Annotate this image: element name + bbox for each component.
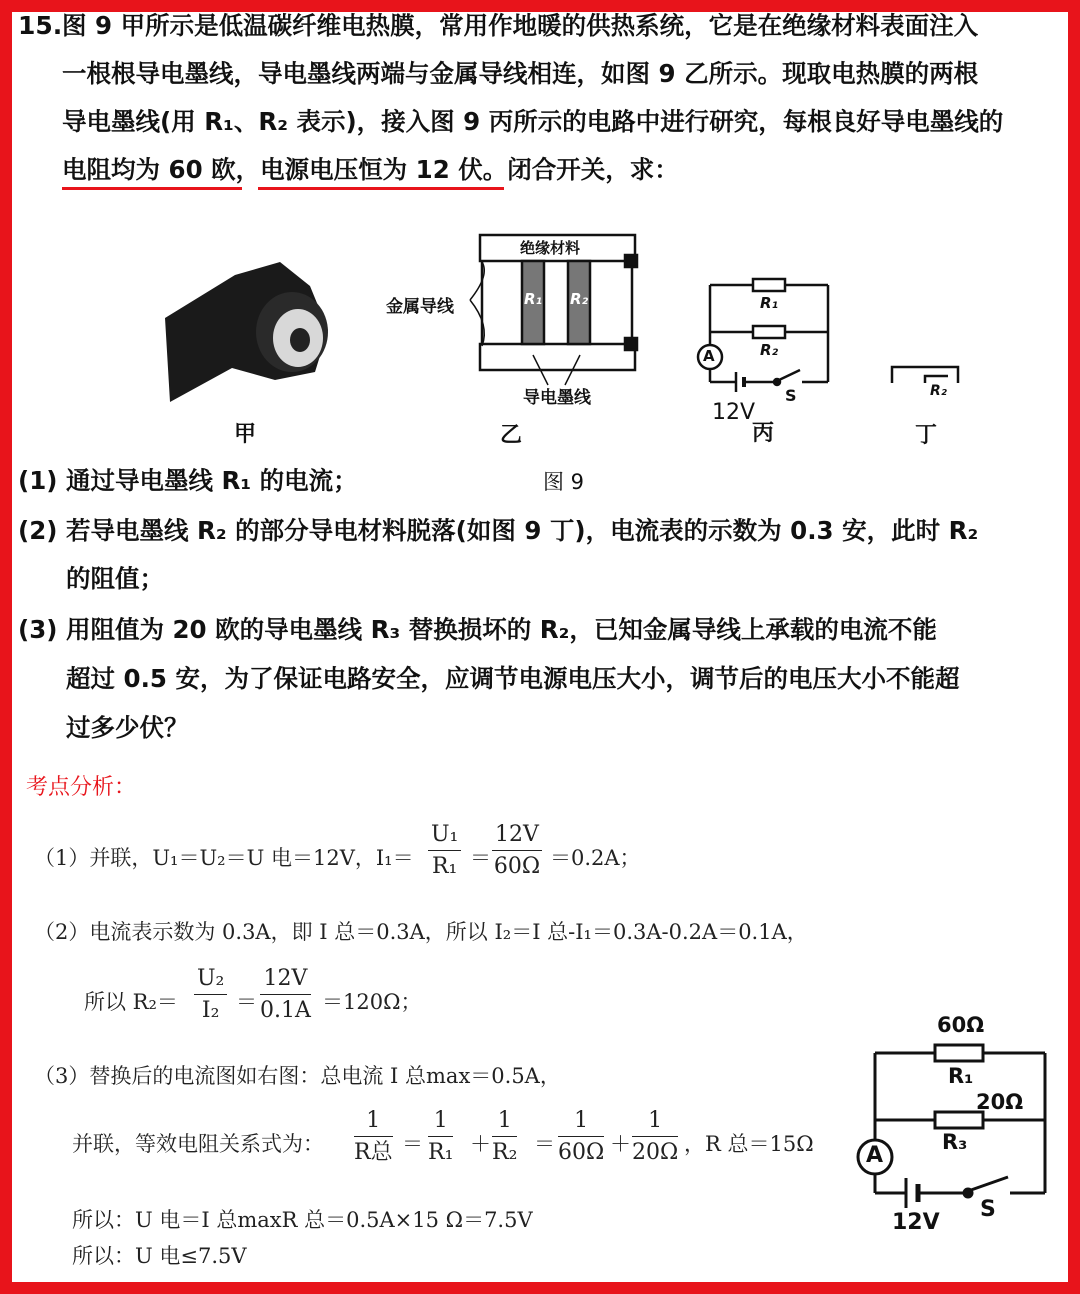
damaged-resistor [892,367,958,383]
p1-frac1-den: R₁ [431,854,458,879]
figure-jia-label: 甲 [234,422,257,447]
p3-f2-num: 1 [428,1106,453,1137]
figure-yi-label: 乙 [500,423,523,448]
p1-prefix: （1）并联，U₁＝U₂＝U 电＝12V，I₁＝ [34,846,414,870]
bing-switch-label: S [785,386,797,405]
p3-prefix: 并联，等效电阻关系式为： [72,1132,324,1156]
figure-bing-label: 丙 [752,421,775,446]
analysis-circuit [0,1020,1080,1280]
plus-2: ＋ [610,1132,631,1156]
p2-frac1-num: U₂ [194,964,227,995]
part-3-cont-1: 超过 0.5 安，为了保证电路安全，应调节电源电压大小，调节后的电压大小不能超 [66,664,960,693]
circuit-r3-value: 20Ω [976,1090,1024,1114]
p3-f3-num: 1 [492,1106,517,1137]
question-line-3: 导电墨线(用 R₁、R₂ 表示)，接入图 9 丙所示的电路中进行研究，每根良好导电墨线的 [62,107,1004,136]
ding-r2-label: R₂ [930,383,947,399]
r1-label: R₁ [524,290,543,308]
part-3-cont-2: 过多少伏？ [66,713,189,742]
p3-line: （3）替换后的电流图如右图：总电流 I 总max＝0.5A， [34,1064,561,1088]
circuit-switch-label: S [980,1197,996,1222]
p2-frac1 [194,964,227,1027]
p2-frac2-num: 12V [260,964,311,995]
part-3: (3) 用阻值为 20 欧的导电墨线 R₃ 替换损坏的 R₂，已知金属导线上承载的电流不能 [18,615,937,644]
eq-2: ＝ [236,990,257,1014]
question-line-4: 电阻均为 60 欧，电源电压恒为 12 伏。闭合开关，求： [62,155,679,184]
underline-resistance [62,187,242,190]
eq-3a: ＝ [402,1132,423,1156]
part-2-cont: 的阻值； [66,564,164,593]
bing-r2-label: R₂ [760,341,779,359]
eq-3b: ＝ [534,1132,555,1156]
p2-result: ＝120Ω； [322,990,422,1014]
part-1: (1) 通过导电墨线 R₁ 的电流； [18,466,358,495]
p3-f5-den: 20Ω [632,1140,679,1165]
plus-1: ＋ [470,1132,491,1156]
circuit-voltage-label: 12V [892,1210,940,1235]
p3-f4-den: 60Ω [558,1140,605,1165]
figure-caption: 图 9 [543,470,585,494]
eq-1: ＝ [470,846,491,870]
p3-result: ，R 总＝15Ω [684,1132,814,1156]
p2-prefix: 所以 R₂＝ [84,990,178,1014]
bing-ammeter-label: A [703,347,715,365]
p3-f2-den: R₁ [428,1140,454,1165]
p2-line: （2）电流表示数为 0.3A，即 I 总＝0.3A，所以 I₂＝I 总-I₁＝0.3A-0.2A＝0.1A， [34,920,808,944]
question-number: 15. [18,11,63,40]
p2-frac2 [260,964,311,1027]
figure-ding-label: 丁 [915,423,938,448]
bing-r1-label: R₁ [760,294,779,312]
r2-label: R₂ [570,290,589,308]
p1-frac1-num: U₁ [428,820,461,851]
question-line-1: 图 9 甲所示是低温碳纤维电热膜，常用作地暖的供热系统，它是在绝缘材料表面注入 [62,11,979,40]
p1-frac2-num: 12V [492,820,542,851]
circuit-r1-label: R₁ [948,1064,974,1088]
circuit-r3-label: R₃ [942,1130,968,1154]
p3-line2: 所以：U 电＝I 总maxR 总＝0.5A×15 Ω＝7.5V [72,1208,533,1232]
p2-frac1-den: I₂ [201,998,220,1023]
p1-frac1 [428,820,461,883]
p3-f3-den: R₂ [492,1140,518,1165]
p3-f5-num: 1 [632,1106,678,1137]
p3-f1-num: 1 [354,1106,393,1137]
p1-frac2 [492,820,542,883]
circuit-ammeter-label: A [866,1143,884,1168]
p3-line3: 所以：U 电≤7.5V [72,1244,247,1268]
handwritten-voltage: 12V [712,400,756,425]
question-line-2: 一根根导电墨线，导电墨线两端与金属导线相连，如图 9 乙所示。现取电热膜的两根 [62,59,979,88]
part-2: (2) 若导电墨线 R₂ 的部分导电材料脱落(如图 9 丁)，电流表的示数为 0.3 安，此时 R₂ [18,516,979,545]
heating-film-photo [165,262,328,402]
circuit-r1-value: 60Ω [937,1013,985,1037]
p1-result: ＝0.2A； [550,846,641,870]
insulation-label: 绝缘材料 [520,239,581,257]
analysis-heading: 考点分析： [26,775,137,800]
underline-voltage [258,187,504,190]
p3-f1-den: R总 [354,1140,393,1165]
ink-line-label: 导电墨线 [523,388,591,408]
p2-frac2-den: 0.1A [260,998,311,1023]
p1-frac2-den: 60Ω [493,854,541,879]
p3-f4-num: 1 [558,1106,604,1137]
metal-wire-label: 金属导线 [386,297,454,317]
